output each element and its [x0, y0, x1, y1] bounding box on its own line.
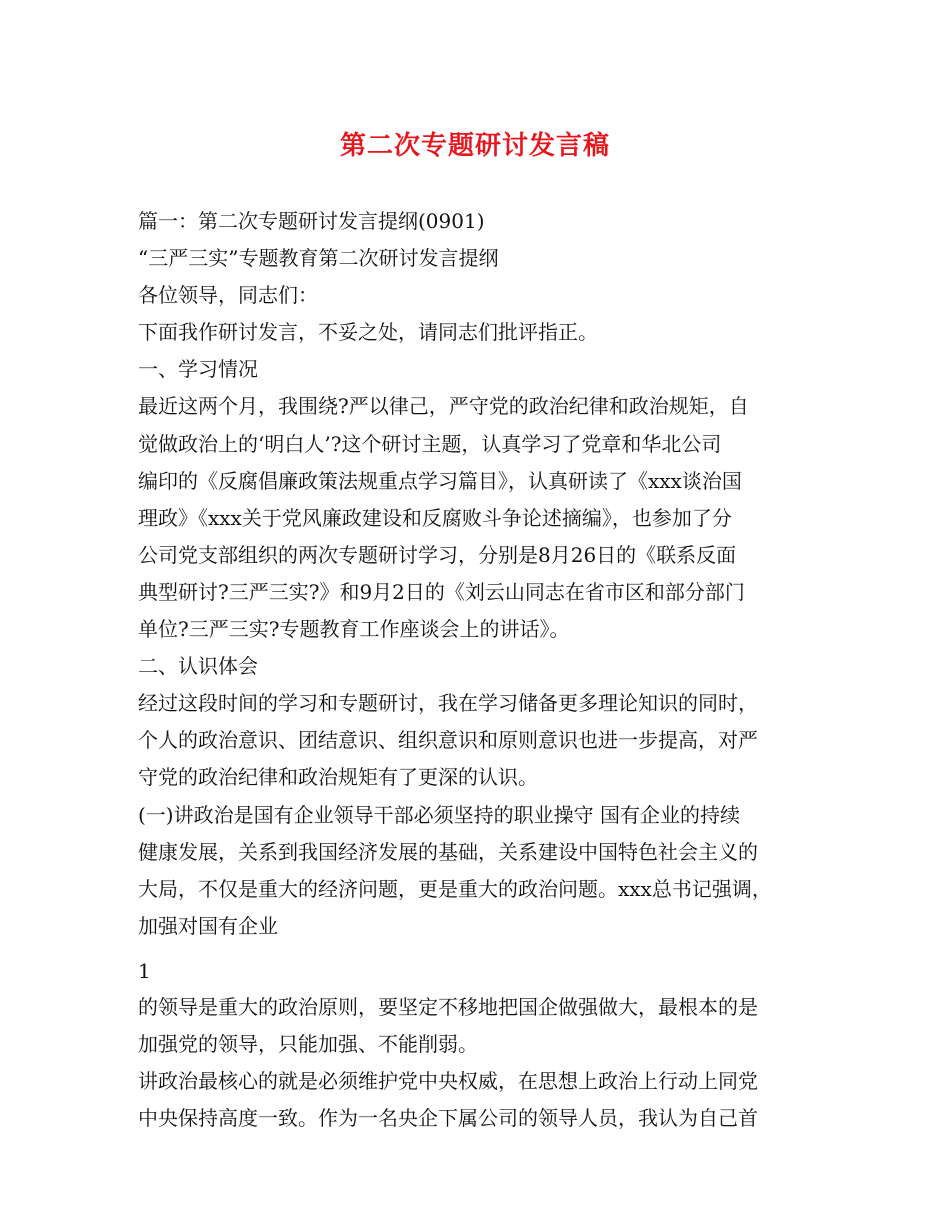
text-line: 觉做政治上的‘明白人’?这个研讨主题，认真学习了党章和华北公司 [138, 431, 722, 456]
text-line: 最近这两个月，我围绕?严以律己，严守党的政治纪律和政治规矩，自 [138, 394, 749, 419]
text-line: 单位?三严三实?专题教育工作座谈会上的讲话》。 [138, 617, 570, 642]
text-line: “三严三实”专题教育第二次研讨发言提纲 [138, 246, 499, 271]
text-line: 个人的政治意识、团结意识、组织意识和原则意识也进一步提高，对严 [138, 728, 758, 753]
text-line: 理政》《xxx关于党风廉政建设和反腐败斗争论述摘编》，也参加了分 [138, 505, 732, 530]
text-line: 公司党支部组织的两次专题研讨学习，分别是8月26日的《联系反面 [138, 542, 737, 567]
text-line: 下面我作研讨发言，不妥之处，请同志们批评指正。 [138, 320, 598, 345]
document-body [138, 203, 818, 1137]
text-line: 守党的政治纪律和政治规矩有了更深的认识。 [138, 765, 538, 790]
text-line: 大局，不仅是重大的经济问题，更是重大的政治问题。xxx总书记强调， [138, 876, 772, 901]
text-line: 典型研讨?三严三实?》和9月2日的《刘云山同志在省市区和部分部门 [138, 579, 745, 604]
text-line: 健康发展，关系到我国经济发展的基础，关系建设中国特色社会主义的 [138, 839, 758, 864]
text-line: 各位领导，同志们： [138, 283, 318, 308]
section-heading: 二、认识体会 [138, 654, 258, 679]
text-line: 经过这段时间的学习和专题研讨，我在学习储备更多理论知识的同时， [138, 691, 758, 716]
page-number: 1 [138, 958, 151, 983]
text-line: 编印的《反腐倡廉政策法规重点学习篇目》，认真研读了《xxx谈治国 [138, 468, 742, 493]
text-line: (一)讲政治是国有企业领导干部必须坚持的职业操守 国有企业的持续 [138, 802, 740, 827]
text-line: 中央保持高度一致。作为一名央企下属公司的领导人员，我认为自己首 [138, 1106, 758, 1131]
text-line: 讲政治最核心的就是必须维护党中央权威，在思想上政治上行动上同党 [138, 1069, 758, 1094]
text-line: 加强对国有企业 [138, 913, 278, 938]
text-line: 加强党的领导，只能加强、不能削弱。 [138, 1031, 478, 1056]
text-line: 篇一：第二次专题研讨发言提纲(0901) [138, 209, 485, 233]
section-heading: 一、学习情况 [138, 357, 258, 382]
text-line: 的领导是重大的政治原则，要坚定不移地把国企做强做大，最根本的是 [138, 994, 758, 1019]
document-title: 第二次专题研讨发言稿 [339, 131, 610, 161]
